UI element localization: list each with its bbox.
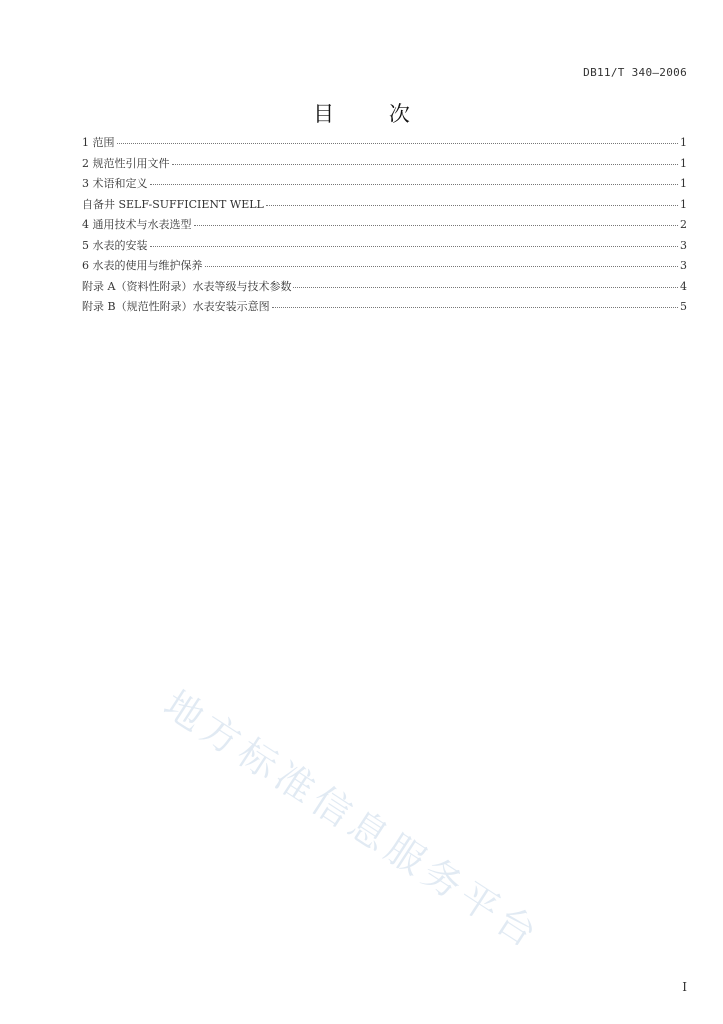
toc-entry-normative-references[interactable] (82, 155, 687, 176)
toc-dot-leader (266, 205, 678, 206)
toc-dot-leader (172, 164, 679, 165)
document-code: DB11/T 340—2006 (583, 66, 687, 79)
page-number: I (682, 980, 687, 994)
toc-entry-installation[interactable] (82, 237, 687, 258)
toc-dot-leader (194, 225, 679, 226)
toc-entry-appendix-b[interactable] (82, 298, 687, 319)
page-title: 目 次 (313, 102, 434, 126)
toc-dot-leader (272, 307, 678, 308)
toc-entry-page: 4 (680, 279, 687, 293)
toc-entry-scope[interactable] (82, 134, 687, 155)
toc-entry-page: 1 (680, 197, 687, 211)
toc-entry-label: 1 范围 (82, 136, 115, 149)
toc-entry-page: 2 (680, 218, 687, 231)
watermark: 地方标准信息服务平台 (156, 681, 550, 959)
toc-entry-label: 3 术语和定义 (82, 177, 148, 190)
toc-entry-page: 3 (680, 238, 687, 252)
toc-entry-page: 5 (680, 300, 687, 313)
toc-entry-page: 1 (680, 136, 687, 149)
toc-dot-leader (117, 143, 679, 144)
toc-entry-label: 自备井 SELF-SUFFICIENT WELL (82, 197, 264, 211)
toc-dot-leader (205, 266, 679, 267)
toc-entry-label: 附录 B（规范性附录）水表安装示意图 (82, 300, 270, 313)
toc-entry-general-technology[interactable] (82, 216, 687, 237)
toc-entry-label: 2 规范性引用文件 (82, 156, 170, 170)
toc-entry-terms-definitions[interactable] (82, 175, 687, 196)
toc-dot-leader (293, 287, 678, 288)
toc-entry-label: 附录 A（资料性附录）水表等级与技术参数 (82, 279, 292, 293)
toc-entry-page: 3 (680, 259, 687, 272)
toc-entry-use-maintenance[interactable] (82, 257, 687, 278)
toc-dot-leader (150, 246, 679, 247)
toc-entry-label: 4 通用技术与水表选型 (82, 218, 192, 231)
table-of-contents (82, 134, 687, 319)
toc-entry-page: 1 (680, 177, 687, 190)
toc-entry-appendix-a[interactable] (82, 278, 687, 299)
toc-entry-label: 6 水表的使用与维护保养 (82, 259, 203, 272)
toc-entry-label: 5 水表的安装 (82, 238, 148, 252)
toc-entry-page: 1 (680, 156, 687, 170)
toc-entry-self-sufficient-well[interactable] (82, 196, 687, 217)
toc-dot-leader (150, 184, 679, 185)
